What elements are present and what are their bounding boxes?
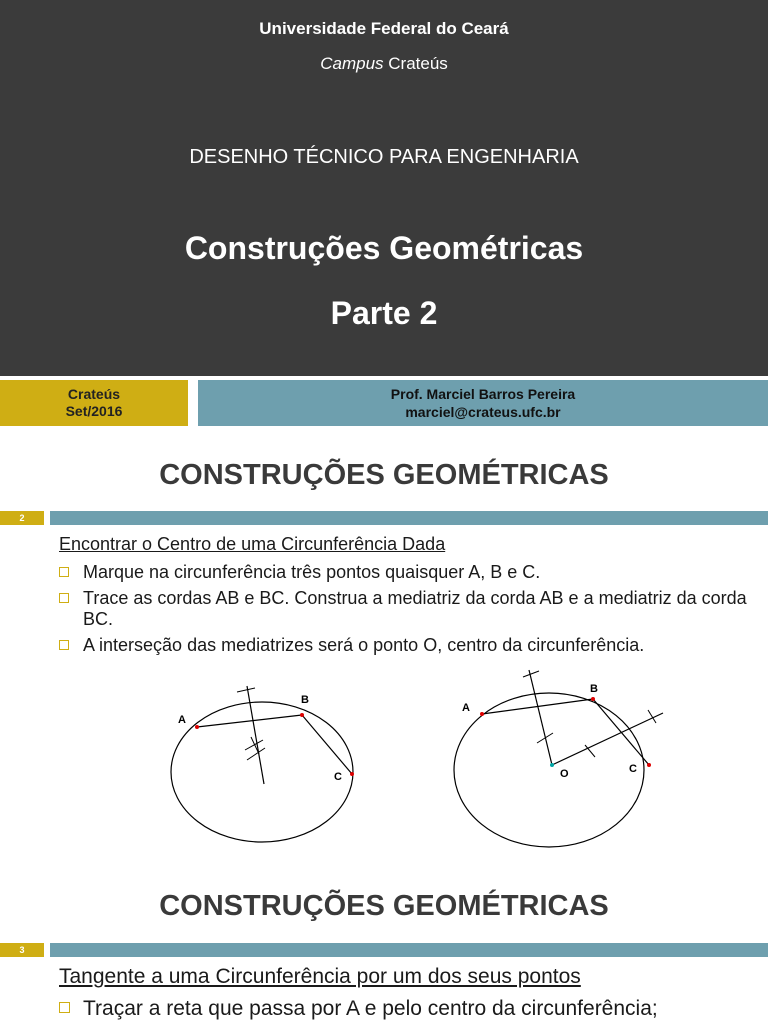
title-banner bbox=[0, 0, 768, 376]
point-c-label: C bbox=[334, 771, 342, 783]
footer-author bbox=[198, 380, 768, 426]
slide2-subtitle: Encontrar o Centro de uma Circunferência Dada bbox=[59, 534, 446, 554]
square-bullet-icon bbox=[59, 567, 69, 577]
slide3-heading: CONSTRUÇÕES GEOMÉTRICAS bbox=[159, 890, 609, 922]
footer-location-date bbox=[0, 380, 188, 426]
campus-line bbox=[0, 54, 768, 74]
point-a-label: A bbox=[178, 714, 186, 726]
slide3-subtitle: Tangente a uma Circunferência por um dos seus pontos bbox=[59, 965, 581, 988]
bullet-text: Traçar a reta que passa por A e pelo centro da circunferência; bbox=[83, 997, 658, 1020]
list-item bbox=[59, 996, 759, 1022]
campus-name: Crateús bbox=[383, 54, 448, 73]
list-item bbox=[59, 635, 759, 656]
slide2-heading: CONSTRUÇÕES GEOMÉTRICAS bbox=[159, 459, 609, 491]
circle-construction-figure-left bbox=[165, 670, 365, 850]
author-email: marciel@crateus.ufc.br bbox=[405, 404, 561, 420]
list-item bbox=[59, 562, 759, 583]
bullet-text: Trace as cordas AB e BC. Construa a mediatriz da corda AB e a mediatriz da corda BC. bbox=[83, 588, 747, 629]
point-o-label: O bbox=[560, 768, 569, 780]
point-b-label: B bbox=[590, 683, 598, 695]
campus-label: Campus bbox=[320, 54, 384, 73]
point-b-label: B bbox=[301, 694, 309, 706]
presentation-title: Construções Geométricas bbox=[184, 230, 584, 266]
author-name: Prof. Marciel Barros Pereira bbox=[390, 386, 576, 402]
square-bullet-icon bbox=[59, 640, 69, 650]
footer-date: Set/2016 bbox=[65, 403, 123, 419]
point-a-label: A bbox=[462, 702, 470, 714]
slide3-accent-bar bbox=[50, 943, 768, 957]
presentation-part: Parte 2 bbox=[330, 295, 438, 331]
square-bullet-icon bbox=[59, 1002, 70, 1013]
bullet-text: A interseção das mediatrizes será o ponto O, centro da circunferência. bbox=[83, 635, 645, 655]
square-bullet-icon bbox=[59, 593, 69, 603]
circle-construction-figure-right bbox=[445, 665, 680, 855]
slide2-accent-bar bbox=[50, 511, 768, 525]
university-name: Universidade Federal do Ceará bbox=[259, 19, 509, 38]
footer-location: Crateús bbox=[67, 386, 121, 402]
slide2-number: 2 bbox=[0, 511, 44, 525]
slide3-bullet-list bbox=[59, 996, 759, 1022]
course-title: DESENHO TÉCNICO PARA ENGENHARIA bbox=[189, 146, 579, 168]
slide2-bullet-list bbox=[59, 562, 759, 661]
title-slide bbox=[0, 0, 768, 430]
bullet-text: Marque na circunferência três pontos quaisquer A, B e C. bbox=[83, 562, 541, 582]
list-item bbox=[59, 588, 759, 630]
point-c-label: C bbox=[629, 763, 637, 775]
slide3-number: 3 bbox=[0, 943, 44, 957]
